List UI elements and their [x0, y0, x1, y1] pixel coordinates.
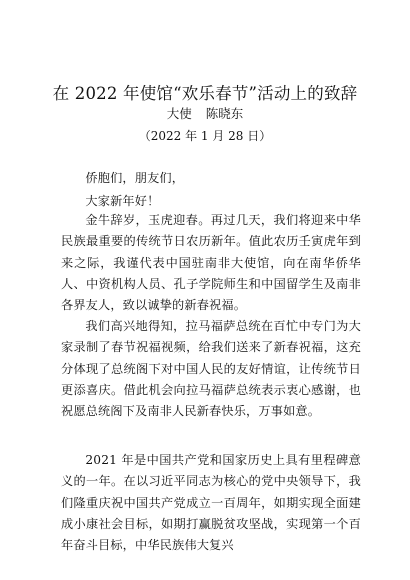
paragraph-2 [61, 316, 361, 422]
speech-title: 在 2022 年使馆“欢乐春节”活动上的致辞 [52, 84, 358, 103]
greeting-text-2: 大家新年好！ [85, 194, 160, 208]
greeting-line-1 [61, 168, 361, 189]
paragraph-text: 金牛辞岁，玉虎迎春。再过几天，我们将迎来中华民族最重要的传统节日农历新年。值此农历壬寅虎年到来之际，我谨代表中国驻南非大使馆，向在南华侨华人、中资机构人员、孔子学院师生和中国留学生及南非各界友人，致以诚挚的新春祝福。 [61, 213, 361, 313]
paragraph-text: 2021 年是中国共产党和国家历史上具有里程碑意义的一年。在以习近平同志为核心的党中央领导下，我们隆重庆祝中国共产党成立一百周年，如期实现全面建成小康社会目标，如期打赢脱贫攻坚战，实现第一个百年奋斗目标，中华民族伟大复兴 [61, 453, 361, 553]
paragraph-1 [61, 210, 361, 316]
speaker-name: 陈晓东 [205, 106, 244, 121]
paragraph-3 [61, 450, 361, 556]
greeting-text-1: 侨胞们，朋友们， [85, 171, 185, 185]
speech-date: （2022 年 1 月 28 日） [138, 129, 272, 143]
paragraph-text: 我们高兴地得知，拉马福萨总统在百忙中专门为大家录制了春节祝福视频，给我们送来了新春祝福，这充分体现了总统阁下对中国人民的友好情谊，让传统节日更添喜庆。借此机会向拉马福萨总统表示衷心感谢，也祝愿总统阁下及南非人民新春快乐，万事如意。 [61, 319, 361, 419]
speaker-byline [0, 104, 410, 122]
speaker-role: 大使 [166, 106, 192, 121]
